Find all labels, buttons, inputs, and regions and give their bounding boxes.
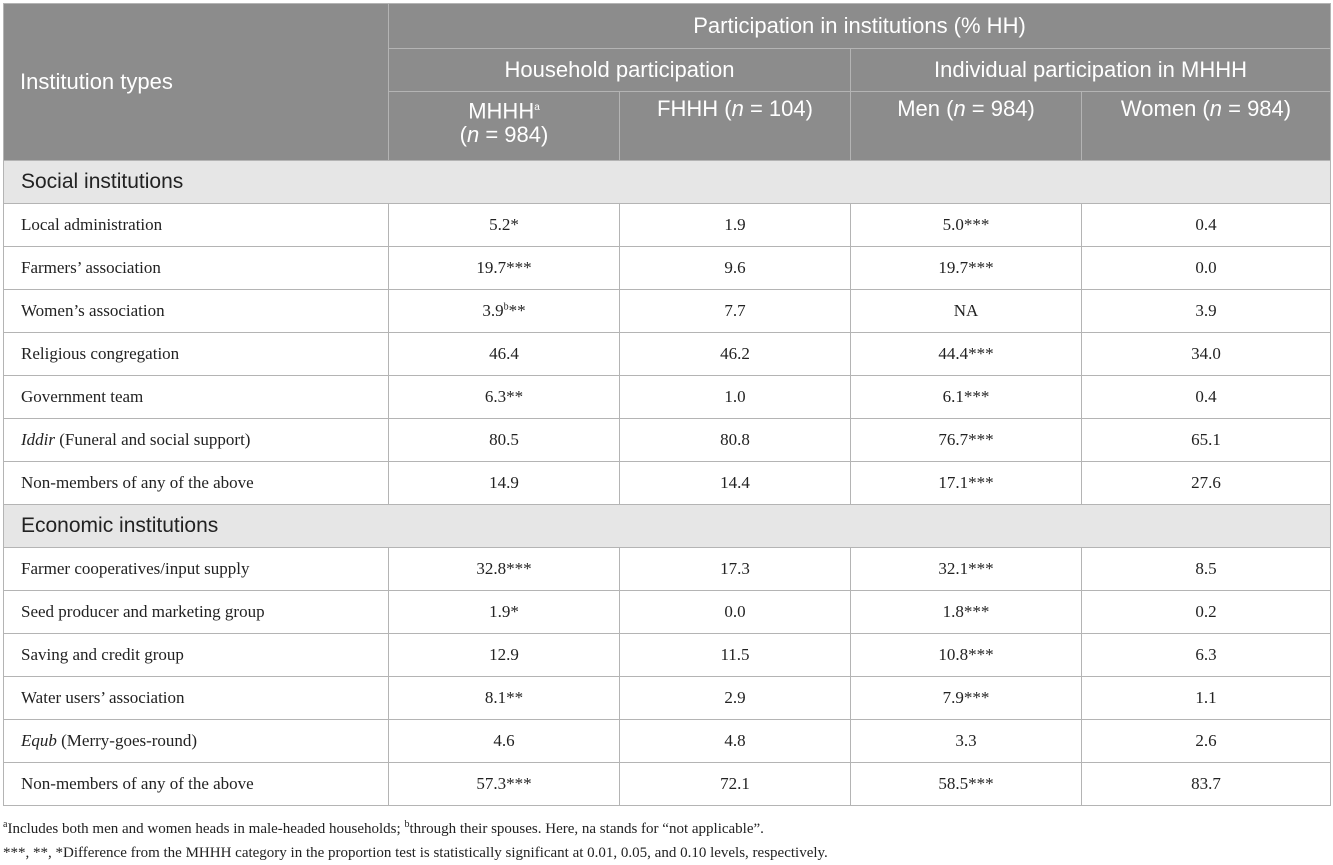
cell-fhhh: 1.0 xyxy=(620,376,851,419)
cell-fhhh: 80.8 xyxy=(620,419,851,462)
table-row xyxy=(4,763,1331,806)
table-row xyxy=(4,290,1331,333)
table-row xyxy=(4,333,1331,376)
cell-mhhh: 19.7*** xyxy=(389,247,620,290)
cell-women: 3.9 xyxy=(1082,290,1331,333)
row-label: Non-members of any of the above xyxy=(4,763,389,806)
cell-mhhh: 32.8*** xyxy=(389,548,620,591)
cell-fhhh: 2.9 xyxy=(620,677,851,720)
cell-men: 19.7*** xyxy=(851,247,1082,290)
table-row xyxy=(4,376,1331,419)
header-mhhh: MHHH$^a$ (n = 984) xyxy=(389,92,620,161)
row-label: Saving and credit group xyxy=(4,634,389,677)
section-title-social: Social institutions xyxy=(4,161,1331,204)
header-women: Women (n = 984) xyxy=(1082,92,1331,161)
row-label: Equb (Merry-goes-round) xyxy=(4,720,389,763)
cell-fhhh: 9.6 xyxy=(620,247,851,290)
cell-fhhh: 14.4 xyxy=(620,462,851,505)
cell-women: 0.4 xyxy=(1082,376,1331,419)
cell-women: 83.7 xyxy=(1082,763,1331,806)
table-row xyxy=(4,591,1331,634)
row-label: Local administration xyxy=(4,204,389,247)
cell-men: 10.8*** xyxy=(851,634,1082,677)
footnote-significance: ***, **, *Difference from the MHHH category in the proportion test is statistically significant at 0.01, 0.05, and 0.10 levels, respectively. xyxy=(3,845,828,861)
participation-table-container xyxy=(3,3,1330,806)
row-label: Women’s association xyxy=(4,290,389,333)
row-label: Government team xyxy=(4,376,389,419)
cell-women: 27.6 xyxy=(1082,462,1331,505)
cell-fhhh: 17.3 xyxy=(620,548,851,591)
cell-men: 76.7*** xyxy=(851,419,1082,462)
header-men: Men (n = 984) xyxy=(851,92,1082,161)
table-header xyxy=(4,4,1331,161)
cell-women: 0.0 xyxy=(1082,247,1331,290)
cell-women: 34.0 xyxy=(1082,333,1331,376)
row-label: Religious congregation xyxy=(4,333,389,376)
cell-men: 32.1*** xyxy=(851,548,1082,591)
cell-men: 44.4*** xyxy=(851,333,1082,376)
footnote-a-b: $^a$Includes both men and women heads in male-headed households; $^b$through their spouses. Here, na stands for “not applicable”. xyxy=(3,819,764,837)
cell-fhhh: 11.5 xyxy=(620,634,851,677)
cell-fhhh: 7.7 xyxy=(620,290,851,333)
cell-mhhh: 8.1** xyxy=(389,677,620,720)
table-row xyxy=(4,720,1331,763)
row-label: Farmers’ association xyxy=(4,247,389,290)
section-title-economic: Economic institutions xyxy=(4,505,1331,548)
cell-fhhh: 4.8 xyxy=(620,720,851,763)
header-institution-types: Institution types xyxy=(4,4,389,161)
cell-women: 6.3 xyxy=(1082,634,1331,677)
cell-women: 0.4 xyxy=(1082,204,1331,247)
cell-men: 6.1*** xyxy=(851,376,1082,419)
cell-mhhh: 57.3*** xyxy=(389,763,620,806)
cell-men: 58.5*** xyxy=(851,763,1082,806)
cell-women: 1.1 xyxy=(1082,677,1331,720)
cell-mhhh: 4.6 xyxy=(389,720,620,763)
cell-fhhh: 0.0 xyxy=(620,591,851,634)
table-row xyxy=(4,548,1331,591)
cell-women: 8.5 xyxy=(1082,548,1331,591)
cell-mhhh: 12.9 xyxy=(389,634,620,677)
cell-mhhh: 6.3** xyxy=(389,376,620,419)
cell-mhhh: 5.2* xyxy=(389,204,620,247)
cell-mhhh: 80.5 xyxy=(389,419,620,462)
cell-women: 2.6 xyxy=(1082,720,1331,763)
row-label: Seed producer and marketing group xyxy=(4,591,389,634)
header-fhhh: FHHH (n = 104) xyxy=(620,92,851,161)
cell-men: 5.0*** xyxy=(851,204,1082,247)
table-row xyxy=(4,462,1331,505)
row-label: Non-members of any of the above xyxy=(4,462,389,505)
cell-women: 65.1 xyxy=(1082,419,1331,462)
cell-fhhh: 46.2 xyxy=(620,333,851,376)
cell-women: 0.2 xyxy=(1082,591,1331,634)
row-label: Iddir (Funeral and social support) xyxy=(4,419,389,462)
header-household-participation: Household participation xyxy=(389,49,851,92)
cell-men: 3.3 xyxy=(851,720,1082,763)
table-row xyxy=(4,677,1331,720)
row-label: Water users’ association xyxy=(4,677,389,720)
cell-men: 17.1*** xyxy=(851,462,1082,505)
header-participation: Participation in institutions (% HH) xyxy=(389,4,1331,49)
table-footnotes xyxy=(3,813,828,865)
table-row xyxy=(4,419,1331,462)
table-row xyxy=(4,247,1331,290)
participation-table xyxy=(3,3,1331,806)
header-individual-participation: Individual participation in MHHH xyxy=(851,49,1331,92)
cell-mhhh: 46.4 xyxy=(389,333,620,376)
table-row xyxy=(4,634,1331,677)
table-row xyxy=(4,204,1331,247)
cell-men: 7.9*** xyxy=(851,677,1082,720)
cell-fhhh: 1.9 xyxy=(620,204,851,247)
cell-mhhh: 14.9 xyxy=(389,462,620,505)
row-label: Farmer cooperatives/input supply xyxy=(4,548,389,591)
cell-mhhh: 1.9* xyxy=(389,591,620,634)
cell-men: 1.8*** xyxy=(851,591,1082,634)
cell-men: NA xyxy=(851,290,1082,333)
cell-fhhh: 72.1 xyxy=(620,763,851,806)
cell-mhhh: 3.9$^b$** xyxy=(389,290,620,333)
table-body xyxy=(4,161,1331,806)
